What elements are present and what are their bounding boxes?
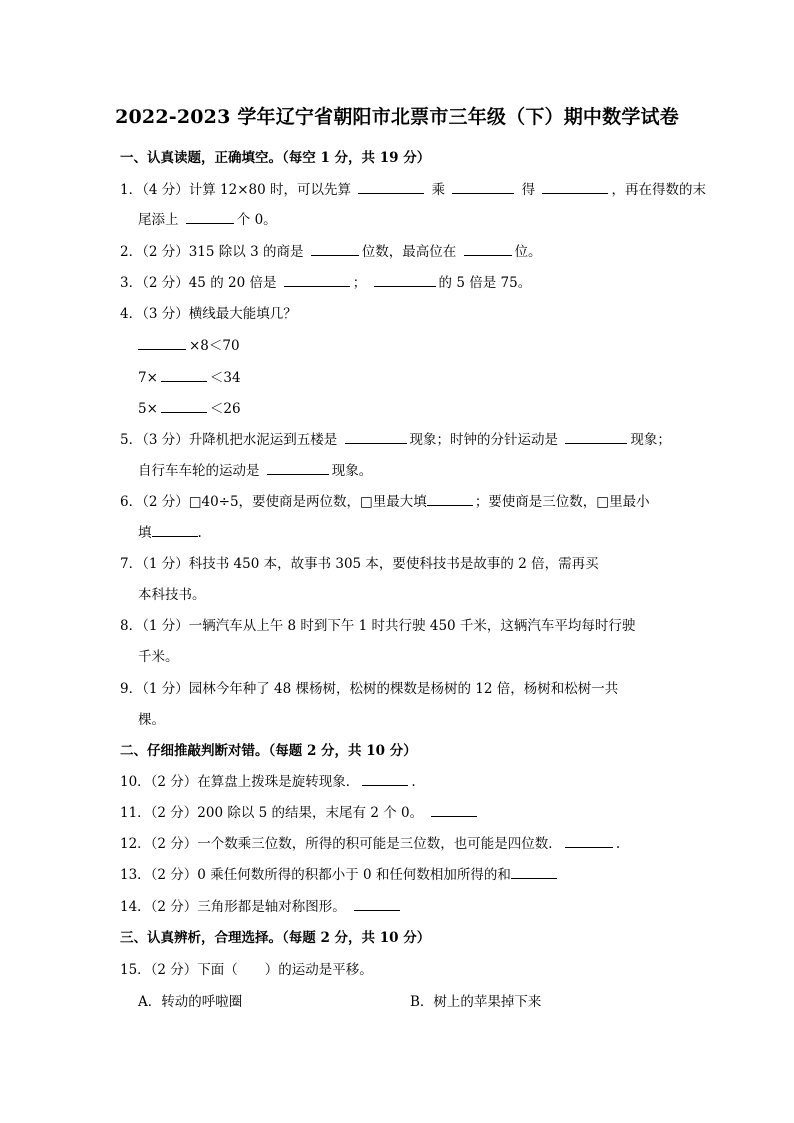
answer-blank[interactable] bbox=[345, 430, 407, 444]
answer-blank[interactable] bbox=[284, 273, 350, 287]
question-7-line-1: 7．（1 分）科技书 450 本，故事书 305 本，要使科技书是故事的 2 倍，需再买 bbox=[120, 556, 599, 572]
answer-blank[interactable] bbox=[464, 242, 512, 256]
answer-blank[interactable] bbox=[161, 368, 207, 382]
question-4-row-2: 7× ＜34 bbox=[138, 370, 241, 386]
answer-blank[interactable] bbox=[152, 523, 198, 537]
answer-blank[interactable] bbox=[427, 492, 473, 506]
question-4: 4．（3 分）横线最大能填几？ bbox=[120, 306, 297, 322]
answer-blank[interactable] bbox=[542, 180, 608, 194]
question-12: 12．（2 分）一个数乘三位数，所得的积可能是三位数，也可能是四位数． . bbox=[120, 836, 621, 852]
answer-blank[interactable] bbox=[431, 803, 477, 817]
question-13: 13．（2 分）0 乘任何数所得的积都小于 0 和任何数相加所得的和 bbox=[120, 863, 560, 883]
question-5-line-1: 5．（3 分）升降机把水泥运到五楼是 现象；时钟的分针运动是 现象； bbox=[120, 432, 671, 448]
answer-blank[interactable] bbox=[138, 336, 186, 350]
answer-blank[interactable] bbox=[565, 834, 613, 848]
question-15: 15．（2 分）下面（ ）的运动是平移。 bbox=[120, 962, 373, 978]
question-11: 11．（2 分）200 除以 5 的结果，末尾有 2 个 0。 bbox=[120, 801, 480, 821]
answer-blank[interactable] bbox=[358, 180, 424, 194]
question-1-line-1: 1．（4 分）计算 12×80 时，可以先算 乘 得 ，再在得数的末 bbox=[120, 182, 706, 198]
question-8-line-1: 8．（1 分）一辆汽车从上午 8 时到下午 1 时共行驶 450 千米，这辆汽车平均每时行驶 bbox=[120, 618, 636, 634]
question-3: 3．（2 分）45 的 20 倍是 ； 的 5 倍是 75。 bbox=[120, 275, 532, 291]
question-1-line-2: 尾添上 个 0。 bbox=[138, 212, 277, 228]
option-a[interactable]: A．转动的呼啦圈 bbox=[138, 994, 243, 1010]
page-title: 2022-2023 学年辽宁省朝阳市北票市三年级（下）期中数学试卷 bbox=[115, 106, 679, 128]
question-9-line-1: 9．（1 分）园林今年种了 48 棵杨树，松树的棵数是杨树的 12 倍，杨树和松树一共 bbox=[120, 681, 619, 697]
question-2: 2．（2 分）315 除以 3 的商是 位数，最高位在 位。 bbox=[120, 244, 542, 260]
question-7-line-2: 本科技书。 bbox=[138, 587, 206, 603]
answer-blank[interactable] bbox=[374, 273, 436, 287]
section-1-heading: 一、认真读题，正确填空。（每空 1 分，共 19 分） bbox=[120, 150, 431, 166]
answer-blank[interactable] bbox=[565, 430, 627, 444]
answer-blank[interactable] bbox=[267, 461, 329, 475]
question-6-line-2: 填 . bbox=[138, 525, 202, 541]
section-3-heading: 三、认真辨析，合理选择。（每题 2 分，共 10 分） bbox=[120, 930, 431, 946]
answer-blank[interactable] bbox=[186, 210, 234, 224]
question-5-line-2: 自行车车轮的运动是 现象。 bbox=[138, 463, 373, 479]
question-4-row-3: 5× ＜26 bbox=[138, 401, 241, 417]
question-6-line-1: 6．（2 分）□40÷5，要使商是两位数，□里最大填 ；要使商是三位数，□里最小 bbox=[120, 494, 650, 510]
answer-blank[interactable] bbox=[362, 772, 408, 786]
section-2-heading: 二、仔细推敲判断对错。（每题 2 分，共 10 分） bbox=[120, 743, 417, 759]
question-10: 10．（2 分）在算盘上拨珠是旋转现象． . bbox=[120, 774, 416, 790]
option-b[interactable]: B．树上的苹果掉下来 bbox=[410, 994, 542, 1010]
answer-blank[interactable] bbox=[511, 865, 557, 879]
question-8-line-2: 千米。 bbox=[138, 649, 179, 665]
answer-blank[interactable] bbox=[354, 897, 400, 911]
question-14: 14．（2 分）三角形都是轴对称图形。 bbox=[120, 895, 403, 915]
answer-blank[interactable] bbox=[311, 242, 359, 256]
question-4-row-1: ×8＜70 bbox=[138, 334, 240, 354]
answer-blank[interactable] bbox=[452, 180, 514, 194]
question-9-line-2: 棵。 bbox=[138, 712, 165, 728]
answer-blank[interactable] bbox=[161, 399, 207, 413]
